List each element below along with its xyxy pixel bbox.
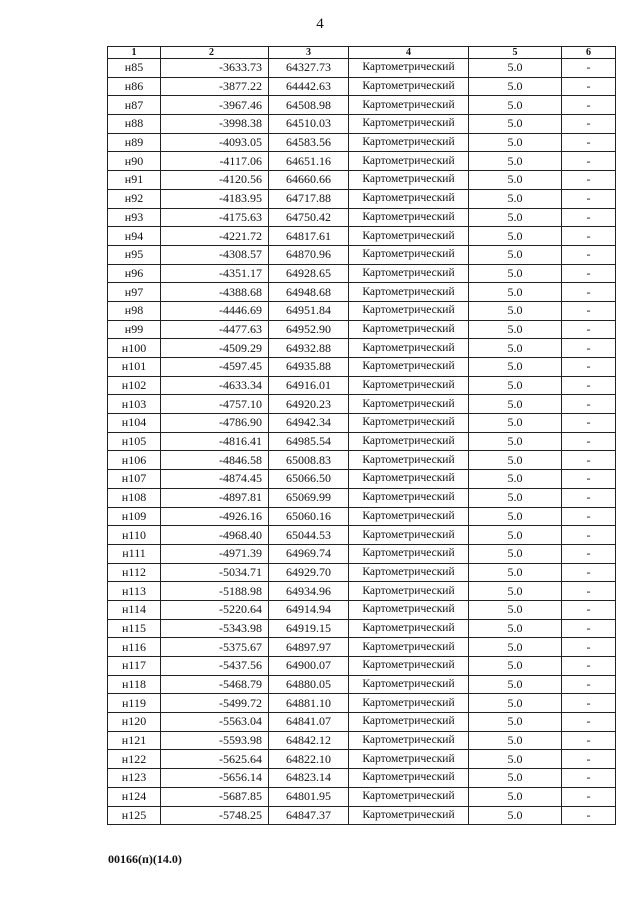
- note-cell: -: [562, 208, 616, 227]
- note-cell: -: [562, 544, 616, 563]
- y-coordinate-cell: 64969.74: [269, 544, 349, 563]
- accuracy-cell: 5.0: [469, 227, 562, 246]
- x-coordinate-cell: -5375.67: [161, 638, 269, 657]
- point-id-cell: н92: [108, 189, 161, 208]
- y-coordinate-cell: 64919.15: [269, 619, 349, 638]
- y-coordinate-cell: 64914.94: [269, 600, 349, 619]
- note-cell: -: [562, 96, 616, 115]
- note-cell: -: [562, 451, 616, 470]
- table-header: [108, 47, 616, 59]
- y-coordinate-cell: 64847.37: [269, 806, 349, 825]
- table-row: [108, 619, 616, 638]
- note-cell: -: [562, 806, 616, 825]
- accuracy-cell: 5.0: [469, 320, 562, 339]
- point-id-cell: н114: [108, 600, 161, 619]
- method-cell: Картометрический: [349, 264, 469, 283]
- x-coordinate-cell: -4183.95: [161, 189, 269, 208]
- method-cell: Картометрический: [349, 619, 469, 638]
- accuracy-cell: 5.0: [469, 488, 562, 507]
- x-coordinate-cell: -5593.98: [161, 731, 269, 750]
- method-cell: Картометрический: [349, 283, 469, 302]
- method-cell: Картометрический: [349, 432, 469, 451]
- accuracy-cell: 5.0: [469, 59, 562, 78]
- note-cell: -: [562, 657, 616, 676]
- note-cell: -: [562, 731, 616, 750]
- x-coordinate-cell: -4388.68: [161, 283, 269, 302]
- method-cell: Картометрический: [349, 59, 469, 78]
- column-header-3: 3: [269, 47, 349, 59]
- accuracy-cell: 5.0: [469, 451, 562, 470]
- point-id-cell: н117: [108, 657, 161, 676]
- x-coordinate-cell: -5468.79: [161, 675, 269, 694]
- y-coordinate-cell: 64929.70: [269, 563, 349, 582]
- x-coordinate-cell: -4968.40: [161, 526, 269, 545]
- point-id-cell: н90: [108, 152, 161, 171]
- method-cell: Картометрический: [349, 563, 469, 582]
- table-row: [108, 507, 616, 526]
- x-coordinate-cell: -5656.14: [161, 769, 269, 788]
- table-row: [108, 59, 616, 78]
- x-coordinate-cell: -3998.38: [161, 115, 269, 134]
- accuracy-cell: 5.0: [469, 638, 562, 657]
- note-cell: -: [562, 376, 616, 395]
- table-row: [108, 657, 616, 676]
- y-coordinate-cell: 64870.96: [269, 245, 349, 264]
- y-coordinate-cell: 64934.96: [269, 582, 349, 601]
- method-cell: Картометрический: [349, 376, 469, 395]
- table-row: [108, 301, 616, 320]
- accuracy-cell: 5.0: [469, 806, 562, 825]
- y-coordinate-cell: 64916.01: [269, 376, 349, 395]
- accuracy-cell: 5.0: [469, 432, 562, 451]
- method-cell: Картометрический: [349, 470, 469, 489]
- x-coordinate-cell: -4633.34: [161, 376, 269, 395]
- accuracy-cell: 5.0: [469, 77, 562, 96]
- table-row: [108, 731, 616, 750]
- note-cell: -: [562, 171, 616, 190]
- method-cell: Картометрический: [349, 208, 469, 227]
- table-row: [108, 414, 616, 433]
- y-coordinate-cell: 65008.83: [269, 451, 349, 470]
- point-id-cell: н85: [108, 59, 161, 78]
- point-id-cell: н103: [108, 395, 161, 414]
- accuracy-cell: 5.0: [469, 208, 562, 227]
- point-id-cell: н115: [108, 619, 161, 638]
- note-cell: -: [562, 600, 616, 619]
- table-row: [108, 395, 616, 414]
- point-id-cell: н119: [108, 694, 161, 713]
- accuracy-cell: 5.0: [469, 395, 562, 414]
- table-row: [108, 694, 616, 713]
- table-row: [108, 488, 616, 507]
- accuracy-cell: 5.0: [469, 133, 562, 152]
- note-cell: -: [562, 77, 616, 96]
- accuracy-cell: 5.0: [469, 245, 562, 264]
- note-cell: -: [562, 414, 616, 433]
- x-coordinate-cell: -4175.63: [161, 208, 269, 227]
- table-row: [108, 133, 616, 152]
- table-row: [108, 470, 616, 489]
- coordinates-table: [107, 46, 616, 825]
- point-id-cell: н122: [108, 750, 161, 769]
- x-coordinate-cell: -4816.41: [161, 432, 269, 451]
- x-coordinate-cell: -4477.63: [161, 320, 269, 339]
- y-coordinate-cell: 64932.88: [269, 339, 349, 358]
- column-header-4: 4: [349, 47, 469, 59]
- x-coordinate-cell: -4351.17: [161, 264, 269, 283]
- y-coordinate-cell: 64442.63: [269, 77, 349, 96]
- note-cell: -: [562, 470, 616, 489]
- accuracy-cell: 5.0: [469, 787, 562, 806]
- method-cell: Картометрический: [349, 189, 469, 208]
- point-id-cell: н94: [108, 227, 161, 246]
- table-row: [108, 544, 616, 563]
- table-row: [108, 769, 616, 788]
- table-row: [108, 96, 616, 115]
- y-coordinate-cell: 64801.95: [269, 787, 349, 806]
- accuracy-cell: 5.0: [469, 544, 562, 563]
- x-coordinate-cell: -5499.72: [161, 694, 269, 713]
- note-cell: -: [562, 488, 616, 507]
- x-coordinate-cell: -4308.57: [161, 245, 269, 264]
- accuracy-cell: 5.0: [469, 301, 562, 320]
- accuracy-cell: 5.0: [469, 152, 562, 171]
- accuracy-cell: 5.0: [469, 171, 562, 190]
- note-cell: -: [562, 432, 616, 451]
- y-coordinate-cell: 65060.16: [269, 507, 349, 526]
- method-cell: Картометрический: [349, 544, 469, 563]
- x-coordinate-cell: -4120.56: [161, 171, 269, 190]
- point-id-cell: н105: [108, 432, 161, 451]
- table-row: [108, 115, 616, 134]
- method-cell: Картометрический: [349, 787, 469, 806]
- point-id-cell: н100: [108, 339, 161, 358]
- method-cell: Картометрический: [349, 675, 469, 694]
- note-cell: -: [562, 189, 616, 208]
- point-id-cell: н95: [108, 245, 161, 264]
- y-coordinate-cell: 64880.05: [269, 675, 349, 694]
- x-coordinate-cell: -4117.06: [161, 152, 269, 171]
- table-row: [108, 526, 616, 545]
- point-id-cell: н118: [108, 675, 161, 694]
- note-cell: -: [562, 152, 616, 171]
- x-coordinate-cell: -5625.64: [161, 750, 269, 769]
- method-cell: Картометрический: [349, 77, 469, 96]
- y-coordinate-cell: 64510.03: [269, 115, 349, 134]
- accuracy-cell: 5.0: [469, 582, 562, 601]
- y-coordinate-cell: 65066.50: [269, 470, 349, 489]
- point-id-cell: н89: [108, 133, 161, 152]
- table-row: [108, 376, 616, 395]
- y-coordinate-cell: 64822.10: [269, 750, 349, 769]
- x-coordinate-cell: -5220.64: [161, 600, 269, 619]
- document-code: 00166(п)(14.0): [108, 852, 182, 866]
- y-coordinate-cell: 64928.65: [269, 264, 349, 283]
- note-cell: -: [562, 750, 616, 769]
- y-coordinate-cell: 64508.98: [269, 96, 349, 115]
- note-cell: -: [562, 245, 616, 264]
- table-row: [108, 750, 616, 769]
- method-cell: Картометрический: [349, 451, 469, 470]
- table-row: [108, 283, 616, 302]
- point-id-cell: н86: [108, 77, 161, 96]
- table-row: [108, 675, 616, 694]
- y-coordinate-cell: 64750.42: [269, 208, 349, 227]
- table-row: [108, 320, 616, 339]
- y-coordinate-cell: 64951.84: [269, 301, 349, 320]
- accuracy-cell: 5.0: [469, 264, 562, 283]
- point-id-cell: н111: [108, 544, 161, 563]
- point-id-cell: н88: [108, 115, 161, 134]
- point-id-cell: н102: [108, 376, 161, 395]
- y-coordinate-cell: 64583.56: [269, 133, 349, 152]
- x-coordinate-cell: -4509.29: [161, 339, 269, 358]
- accuracy-cell: 5.0: [469, 694, 562, 713]
- note-cell: -: [562, 301, 616, 320]
- point-id-cell: н107: [108, 470, 161, 489]
- accuracy-cell: 5.0: [469, 563, 562, 582]
- point-id-cell: н108: [108, 488, 161, 507]
- x-coordinate-cell: -3877.22: [161, 77, 269, 96]
- x-coordinate-cell: -5188.98: [161, 582, 269, 601]
- method-cell: Картометрический: [349, 600, 469, 619]
- point-id-cell: н121: [108, 731, 161, 750]
- accuracy-cell: 5.0: [469, 600, 562, 619]
- column-header-2: 2: [161, 47, 269, 59]
- accuracy-cell: 5.0: [469, 507, 562, 526]
- y-coordinate-cell: 64948.68: [269, 283, 349, 302]
- y-coordinate-cell: 64935.88: [269, 358, 349, 377]
- point-id-cell: н101: [108, 358, 161, 377]
- accuracy-cell: 5.0: [469, 339, 562, 358]
- note-cell: -: [562, 358, 616, 377]
- y-coordinate-cell: 64952.90: [269, 320, 349, 339]
- x-coordinate-cell: -5687.85: [161, 787, 269, 806]
- note-cell: -: [562, 264, 616, 283]
- y-coordinate-cell: 64651.16: [269, 152, 349, 171]
- x-coordinate-cell: -4874.45: [161, 470, 269, 489]
- column-header-6: 6: [562, 47, 616, 59]
- method-cell: Картометрический: [349, 713, 469, 732]
- table-row: [108, 208, 616, 227]
- x-coordinate-cell: -4221.72: [161, 227, 269, 246]
- y-coordinate-cell: 64823.14: [269, 769, 349, 788]
- point-id-cell: н93: [108, 208, 161, 227]
- table-body: [108, 59, 616, 825]
- y-coordinate-cell: 64327.73: [269, 59, 349, 78]
- method-cell: Картометрический: [349, 227, 469, 246]
- x-coordinate-cell: -5343.98: [161, 619, 269, 638]
- table-row: [108, 563, 616, 582]
- note-cell: -: [562, 526, 616, 545]
- x-coordinate-cell: -5563.04: [161, 713, 269, 732]
- accuracy-cell: 5.0: [469, 769, 562, 788]
- point-id-cell: н110: [108, 526, 161, 545]
- x-coordinate-cell: -4926.16: [161, 507, 269, 526]
- method-cell: Картометрический: [349, 115, 469, 134]
- accuracy-cell: 5.0: [469, 115, 562, 134]
- y-coordinate-cell: 64841.07: [269, 713, 349, 732]
- point-id-cell: н99: [108, 320, 161, 339]
- method-cell: Картометрический: [349, 769, 469, 788]
- accuracy-cell: 5.0: [469, 414, 562, 433]
- y-coordinate-cell: 64942.34: [269, 414, 349, 433]
- method-cell: Картометрический: [349, 320, 469, 339]
- accuracy-cell: 5.0: [469, 376, 562, 395]
- accuracy-cell: 5.0: [469, 657, 562, 676]
- page-number: 4: [316, 16, 324, 32]
- point-id-cell: н120: [108, 713, 161, 732]
- point-id-cell: н91: [108, 171, 161, 190]
- note-cell: -: [562, 675, 616, 694]
- point-id-cell: н125: [108, 806, 161, 825]
- method-cell: Картометрический: [349, 526, 469, 545]
- y-coordinate-cell: 64897.97: [269, 638, 349, 657]
- method-cell: Картометрический: [349, 806, 469, 825]
- method-cell: Картометрический: [349, 694, 469, 713]
- column-header-1: 1: [108, 47, 161, 59]
- method-cell: Картометрический: [349, 488, 469, 507]
- table-row: [108, 451, 616, 470]
- point-id-cell: н124: [108, 787, 161, 806]
- point-id-cell: н104: [108, 414, 161, 433]
- y-coordinate-cell: 64985.54: [269, 432, 349, 451]
- y-coordinate-cell: 64842.12: [269, 731, 349, 750]
- x-coordinate-cell: -4846.58: [161, 451, 269, 470]
- point-id-cell: н112: [108, 563, 161, 582]
- note-cell: -: [562, 619, 616, 638]
- method-cell: Картометрический: [349, 171, 469, 190]
- accuracy-cell: 5.0: [469, 713, 562, 732]
- note-cell: -: [562, 787, 616, 806]
- note-cell: -: [562, 582, 616, 601]
- table-row: [108, 787, 616, 806]
- x-coordinate-cell: -4093.05: [161, 133, 269, 152]
- point-id-cell: н96: [108, 264, 161, 283]
- method-cell: Картометрический: [349, 638, 469, 657]
- point-id-cell: н116: [108, 638, 161, 657]
- x-coordinate-cell: -4446.69: [161, 301, 269, 320]
- point-id-cell: н123: [108, 769, 161, 788]
- column-header-5: 5: [469, 47, 562, 59]
- point-id-cell: н98: [108, 301, 161, 320]
- accuracy-cell: 5.0: [469, 470, 562, 489]
- table-row: [108, 77, 616, 96]
- y-coordinate-cell: 64660.66: [269, 171, 349, 190]
- point-id-cell: н97: [108, 283, 161, 302]
- table-row: [108, 339, 616, 358]
- x-coordinate-cell: -4897.81: [161, 488, 269, 507]
- method-cell: Картометрический: [349, 96, 469, 115]
- accuracy-cell: 5.0: [469, 526, 562, 545]
- method-cell: Картометрический: [349, 133, 469, 152]
- table-row: [108, 600, 616, 619]
- note-cell: -: [562, 769, 616, 788]
- table-row: [108, 358, 616, 377]
- point-id-cell: н106: [108, 451, 161, 470]
- y-coordinate-cell: 65069.99: [269, 488, 349, 507]
- x-coordinate-cell: -4757.10: [161, 395, 269, 414]
- table-row: [108, 227, 616, 246]
- point-id-cell: н87: [108, 96, 161, 115]
- x-coordinate-cell: -4597.45: [161, 358, 269, 377]
- accuracy-cell: 5.0: [469, 731, 562, 750]
- table-row: [108, 189, 616, 208]
- method-cell: Картометрический: [349, 582, 469, 601]
- note-cell: -: [562, 227, 616, 246]
- table-row: [108, 713, 616, 732]
- note-cell: -: [562, 133, 616, 152]
- table-row: [108, 171, 616, 190]
- x-coordinate-cell: -4786.90: [161, 414, 269, 433]
- accuracy-cell: 5.0: [469, 189, 562, 208]
- accuracy-cell: 5.0: [469, 675, 562, 694]
- method-cell: Картометрический: [349, 245, 469, 264]
- accuracy-cell: 5.0: [469, 750, 562, 769]
- y-coordinate-cell: 64881.10: [269, 694, 349, 713]
- note-cell: -: [562, 283, 616, 302]
- method-cell: Картометрический: [349, 301, 469, 320]
- accuracy-cell: 5.0: [469, 283, 562, 302]
- note-cell: -: [562, 507, 616, 526]
- method-cell: Картометрический: [349, 750, 469, 769]
- accuracy-cell: 5.0: [469, 619, 562, 638]
- y-coordinate-cell: 65044.53: [269, 526, 349, 545]
- note-cell: -: [562, 395, 616, 414]
- point-id-cell: н109: [108, 507, 161, 526]
- note-cell: -: [562, 115, 616, 134]
- method-cell: Картометрический: [349, 395, 469, 414]
- method-cell: Картометрический: [349, 414, 469, 433]
- x-coordinate-cell: -3967.46: [161, 96, 269, 115]
- table-row: [108, 806, 616, 825]
- note-cell: -: [562, 713, 616, 732]
- y-coordinate-cell: 64817.61: [269, 227, 349, 246]
- x-coordinate-cell: -3633.73: [161, 59, 269, 78]
- note-cell: -: [562, 339, 616, 358]
- x-coordinate-cell: -5748.25: [161, 806, 269, 825]
- note-cell: -: [562, 694, 616, 713]
- note-cell: -: [562, 638, 616, 657]
- x-coordinate-cell: -5437.56: [161, 657, 269, 676]
- table-row: [108, 152, 616, 171]
- table-row: [108, 245, 616, 264]
- note-cell: -: [562, 563, 616, 582]
- method-cell: Картометрический: [349, 657, 469, 676]
- method-cell: Картометрический: [349, 358, 469, 377]
- table-row: [108, 432, 616, 451]
- table-header-row: [108, 47, 616, 59]
- table-row: [108, 638, 616, 657]
- accuracy-cell: 5.0: [469, 358, 562, 377]
- y-coordinate-cell: 64920.23: [269, 395, 349, 414]
- method-cell: Картометрический: [349, 339, 469, 358]
- table-row: [108, 582, 616, 601]
- note-cell: -: [562, 59, 616, 78]
- x-coordinate-cell: -5034.71: [161, 563, 269, 582]
- table-row: [108, 264, 616, 283]
- method-cell: Картометрический: [349, 152, 469, 171]
- y-coordinate-cell: 64717.88: [269, 189, 349, 208]
- x-coordinate-cell: -4971.39: [161, 544, 269, 563]
- method-cell: Картометрический: [349, 731, 469, 750]
- note-cell: -: [562, 320, 616, 339]
- point-id-cell: н113: [108, 582, 161, 601]
- y-coordinate-cell: 64900.07: [269, 657, 349, 676]
- method-cell: Картометрический: [349, 507, 469, 526]
- accuracy-cell: 5.0: [469, 96, 562, 115]
